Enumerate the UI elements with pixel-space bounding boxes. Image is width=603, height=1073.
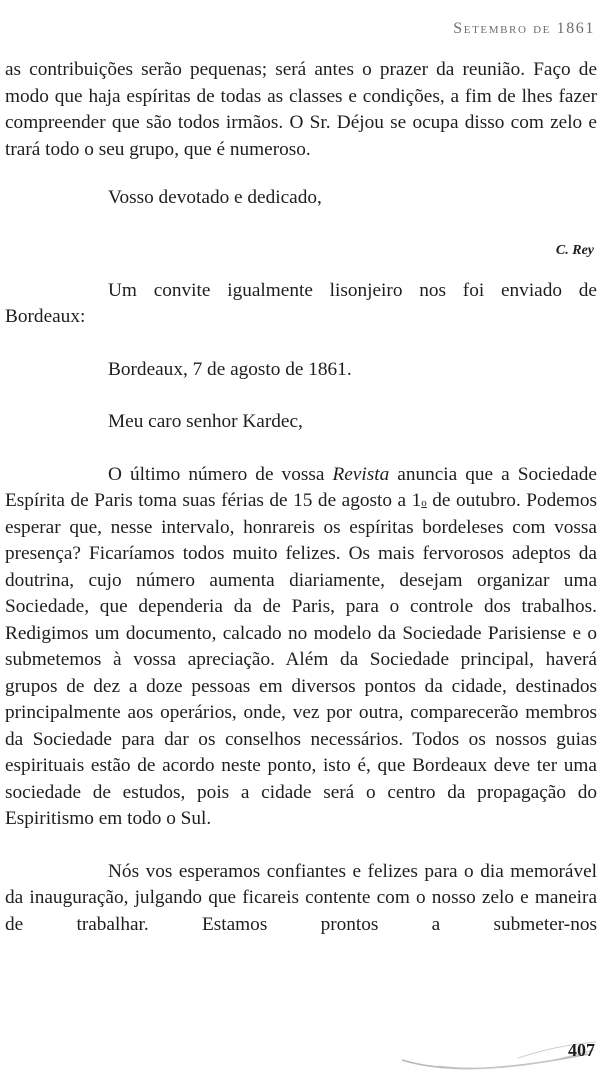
- ordinal-mark: o: [421, 497, 427, 509]
- page-number: 407: [568, 1040, 595, 1060]
- letter-text-end: de outubro. Podemos esperar que, nesse intervalo, honrareis os espíritas bordeleses com vossa presença? Ficaríamos todos muito felizes. Os mais fervorosos adeptos da doutrina, cujo número aumenta diariamente, desejam organizar uma Sociedade, que dependeria da de Paris, para o controle dos trabalhos. Redigimos um documento, calcado no modelo da Sociedade Parisiense e o submetemos à vossa apreciação. Além da Sociedade principal, haverá grupos de dez a doze pessoas em diversos pontos da cidade, destinados principalmente aos operários, onde, vez por outra, comparecerão membros da Sociedade para dar os conselhos necessários. Todos os nossos guias espirituais estão de acordo neste ponto, isto é, que Bordeaux deve ter uma sociedade de estudos, pois a cidade será o centro da propagação do Espiritismo em todo o Sul.: [5, 490, 597, 829]
- dateline: Bordeaux, 7 de agosto de 1861.: [108, 358, 352, 380]
- journal-title: Revista: [332, 463, 390, 485]
- paragraph-closing: Nós vos esperamos confiantes e felizes para o dia memorável da inauguração, julgando que ficareis contente com o nosso zelo e maneira de trabalhar. Estamos prontos a submeter-nos: [5, 860, 597, 935]
- paragraph-letter-body: [5, 462, 597, 833]
- closing-line: Vosso devotado e dedicado,: [108, 187, 322, 208]
- page-body: [5, 57, 597, 938]
- letter-text-middle: anuncia que a Sociedade Espírita de Paris toma suas férias de 15 de agosto a 1: [5, 463, 597, 511]
- letter-text-start: O último número de vossa: [108, 463, 333, 485]
- paragraph-invitation: Um convite igualmente lisonjeiro nos foi enviado de Bordeaux:: [5, 279, 597, 327]
- paragraph-continuation: as contribuições serão pequenas; será antes o prazer da reunião. Faço de modo que haja espíritas de todas as classes e condições, a fim de lhes fazer compreender que são todos irmãos. O Sr. Déjou se ocupa disso com zelo e trará todo o seu grupo, que é numeroso.: [5, 59, 597, 160]
- running-header: Setembro de 1861: [453, 20, 595, 37]
- salutation: Meu caro senhor Kardec,: [108, 411, 303, 432]
- signature: C. Rey: [555, 242, 594, 258]
